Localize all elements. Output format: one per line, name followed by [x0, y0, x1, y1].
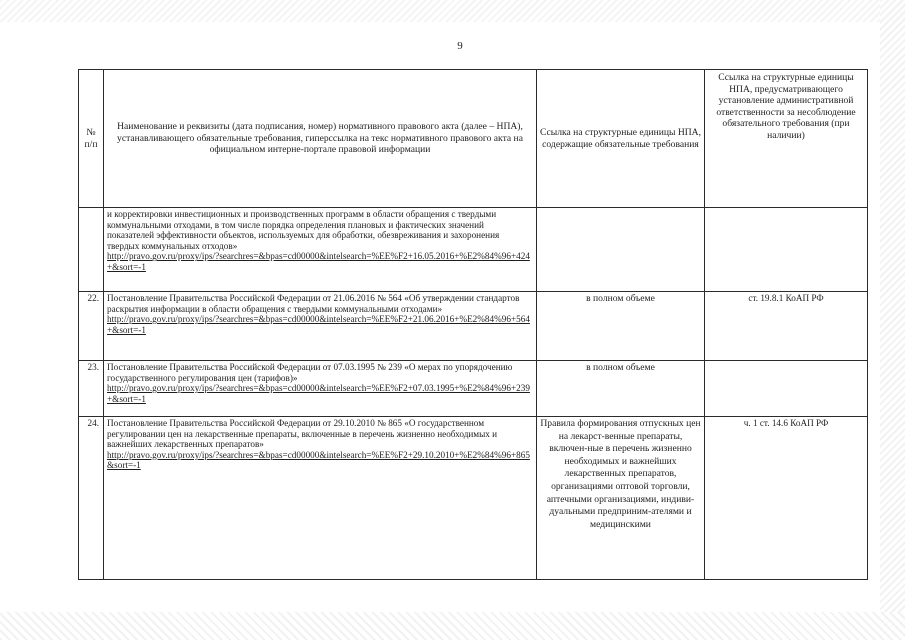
header-num: № п/п: [79, 70, 104, 208]
header-responsibility: Ссылка на структурные единицы НПА, предусматривающего установление административной ответственности за несоблюдение обязательного требования (при наличии): [705, 70, 868, 208]
row-responsibility: [705, 208, 868, 292]
table-header-row: [79, 70, 868, 208]
row-act: [104, 292, 537, 361]
row-units: Правила формирования отпускных цен на лекарст-венные препараты, включен-ные в перечень жизненно необходимых и важнейших лекарственных препаратов, организациями оптовой торговли, аптечными организациями, индиви-дуальными предприним-ателями и медицинскими: [537, 417, 705, 580]
row-responsibility: [705, 361, 868, 417]
table-row: [79, 417, 868, 580]
row-responsibility: ч. 1 ст. 14.6 КоАП РФ: [705, 417, 868, 580]
act-link[interactable]: http://pravo.gov.ru/proxy/ips/?searchres=&bpas=cd00000&intelsearch=%EE%F2+29.10.2010+%E2%84%96+865&sort=-1: [107, 449, 530, 471]
act-description: Постановление Правительства Российской Федерации от 07.03.1995 № 239 «О мерах по упорядочению государственного регулирования цен (тарифов)»: [107, 362, 513, 383]
npa-table: [78, 69, 868, 580]
table-row: [79, 361, 868, 417]
header-units: Ссылка на структурные единицы НПА, содержащие обязательные требования: [537, 70, 705, 208]
scan-noise-top: [0, 0, 905, 22]
act-description: Постановление Правительства Российской Федерации от 29.10.2010 № 865 «О государственном регулировании цен на лекарственные препараты, включенные в перечень жизненно необходимых и важнейших лекарственных препаратов»: [107, 418, 498, 450]
row-act: [104, 208, 537, 292]
row-number: 24.: [79, 417, 104, 580]
row-units: [537, 208, 705, 292]
scan-noise-bottom: [0, 612, 905, 640]
row-act: [104, 417, 537, 580]
page-number: 9: [457, 40, 463, 52]
row-units: в полном объеме: [537, 292, 705, 361]
act-link[interactable]: http://pravo.gov.ru/proxy/ips/?searchres=&bpas=cd00000&intelsearch=%EE%F2+07.03.1995+%E2%84%96+239+&sort=-1: [107, 383, 530, 404]
row-number: 23.: [79, 361, 104, 417]
act-description: Постановление Правительства Российской Федерации от 21.06.2016 № 564 «Об утверждении стандартов раскрытия информации в области обращения с твердыми коммунальными отходами»: [107, 293, 520, 314]
table-row: [79, 208, 868, 292]
table-row: [79, 292, 868, 361]
scan-noise-right: [880, 0, 905, 640]
row-act: [104, 361, 537, 417]
row-units: в полном объеме: [537, 361, 705, 417]
row-number: [79, 208, 104, 292]
row-number: 22.: [79, 292, 104, 361]
act-link[interactable]: http://pravo.gov.ru/proxy/ips/?searchres=&bpas=cd00000&intelsearch=%EE%F2+21.06.2016+%E2%84%96+564+&sort=-1: [107, 314, 530, 335]
row-responsibility: ст. 19.8.1 КоАП РФ: [705, 292, 868, 361]
act-link[interactable]: http://pravo.gov.ru/proxy/ips/?searchres=&bpas=cd00000&intelsearch=%EE%F2+16.05.2016+%E2%84%96+424+&sort=-1: [107, 251, 530, 272]
act-description: и корректировки инвестиционных и производственных программ в области обращения с твердыми коммунальными отходами, в том числе порядка определения плановых и фактических значений показателей эффективности объектов, используемых для обработки, обезвреживания и захоронения твердых коммунальных отходов»: [107, 209, 500, 251]
header-name: Наименование и реквизиты (дата подписания, номер) нормативного правового акта (далее – НПА), устанавливающего обязательные требования, гиперссылка на текс нормативного правового акта на официальном интерне-портале правовой информации: [104, 70, 537, 208]
